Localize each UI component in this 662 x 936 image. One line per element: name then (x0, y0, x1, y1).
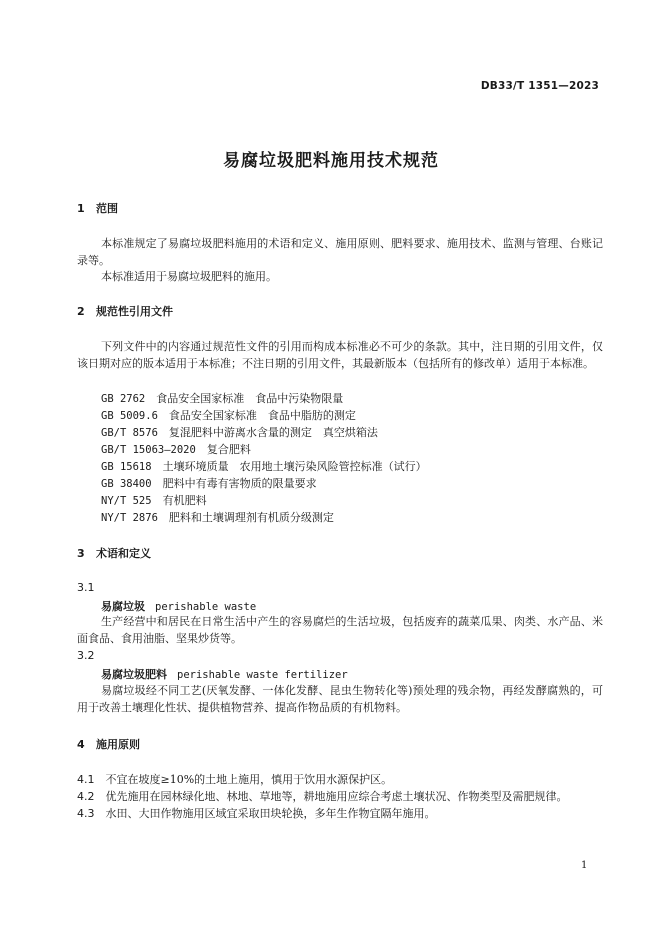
reference-title: 复混肥料中游离水含量的测定 真空烘箱法 (168, 426, 378, 439)
clause-item (77, 788, 568, 804)
reference-item (101, 407, 356, 423)
section-1-paragraph-1: 本标准规定了易腐垃圾肥料施用的术语和定义、施用原则、肥料要求、施用技术、监测与管理、台账记录等。 (77, 237, 603, 267)
reference-code: GB 38400 (101, 478, 152, 490)
section-number: 1 (77, 202, 85, 215)
clause-text: 不宜在坡度≥10%的土地上施用，慎用于饮用水源保护区。 (105, 773, 393, 786)
reference-code: GB 15618 (101, 461, 152, 473)
reference-title: 食品安全国家标准 食品中脂肪的测定 (168, 409, 356, 422)
clause-number: 4.3 (77, 807, 95, 820)
reference-item (101, 475, 317, 491)
reference-item (101, 390, 343, 406)
clause-text: 水田、大田作物施用区域宜采取田块轮换，多年生作物宜隔年施用。 (105, 807, 436, 820)
term-heading (101, 666, 348, 682)
term-heading (101, 598, 256, 614)
clause-item (77, 805, 436, 821)
section-number: 3 (77, 547, 85, 560)
reference-code: GB/T 15063—2020 (101, 444, 196, 456)
section-title: 施用原则 (96, 738, 140, 751)
reference-code: NY/T 525 (101, 495, 152, 507)
term-english: perishable waste fertilizer (177, 669, 348, 681)
section-1-heading (77, 200, 118, 216)
section-title: 术语和定义 (96, 547, 151, 560)
reference-item (101, 509, 334, 525)
term-chinese: 易腐垃圾肥料 (101, 668, 167, 681)
clause-number: 4.1 (77, 773, 95, 786)
term-number: 3.2 (77, 649, 95, 662)
clause-item (77, 771, 392, 787)
reference-title: 土壤环境质量 农用地土壤污染风险管控标准（试行） (162, 460, 427, 473)
section-number: 2 (77, 305, 85, 318)
reference-code: GB/T 8576 (101, 427, 158, 439)
reference-item (101, 492, 207, 508)
section-3-heading (77, 545, 151, 561)
section-title: 规范性引用文件 (96, 305, 173, 318)
reference-title: 肥料和土壤调理剂有机质分级测定 (168, 511, 334, 524)
reference-code: NY/T 2876 (101, 512, 158, 524)
term-chinese: 易腐垃圾 (101, 600, 145, 613)
section-4-heading (77, 736, 140, 752)
section-1-paragraph-2: 本标准适用于易腐垃圾肥料的施用。 (101, 270, 277, 283)
term-english: perishable waste (155, 601, 257, 613)
section-title: 范围 (96, 202, 118, 215)
reference-title: 复合肥料 (206, 443, 251, 456)
reference-item (101, 424, 378, 440)
term-number: 3.1 (77, 581, 95, 594)
document-title: 易腐垃圾肥料施用技术规范 (223, 151, 439, 171)
reference-item (101, 441, 251, 457)
reference-code: GB 5009.6 (101, 410, 158, 422)
reference-item (101, 458, 427, 474)
reference-title: 有机肥料 (162, 494, 207, 507)
term-definition: 生产经营中和居民在日常生活中产生的容易腐烂的生活垃圾，包括废弃的蔬菜瓜果、肉类、水产品、米面食品、食用油脂、坚果炒货等。 (77, 615, 603, 645)
clause-number: 4.2 (77, 790, 95, 803)
reference-code: GB 2762 (101, 393, 146, 405)
reference-title: 肥料中有毒有害物质的限量要求 (162, 477, 317, 490)
term-definition: 易腐垃圾经不同工艺(厌氧发酵、一体化发酵、昆虫生物转化等)预处理的残余物，再经发酵腐熟的，可用于改善土壤理化性状、提供植物营养、提高作物品质的有机物料。 (77, 684, 603, 714)
page-number: 1 (581, 860, 588, 871)
section-2-heading (77, 303, 173, 319)
section-2-intro: 下列文件中的内容通过规范性文件的引用而构成本标准必不可少的条款。其中，注日期的引用文件，仅该日期对应的版本适用于本标准；不注日期的引用文件，其最新版本（包括所有的修改单）适用于本标准。 (77, 340, 603, 370)
section-number: 4 (77, 738, 85, 751)
reference-title: 食品安全国家标准 食品中污染物限量 (156, 392, 344, 405)
standard-code: DB33/T 1351—2023 (480, 80, 599, 92)
clause-text: 优先施用在园林绿化地、林地、草地等，耕地施用应综合考虑土壤状况、作物类型及需肥规律。 (105, 790, 568, 803)
